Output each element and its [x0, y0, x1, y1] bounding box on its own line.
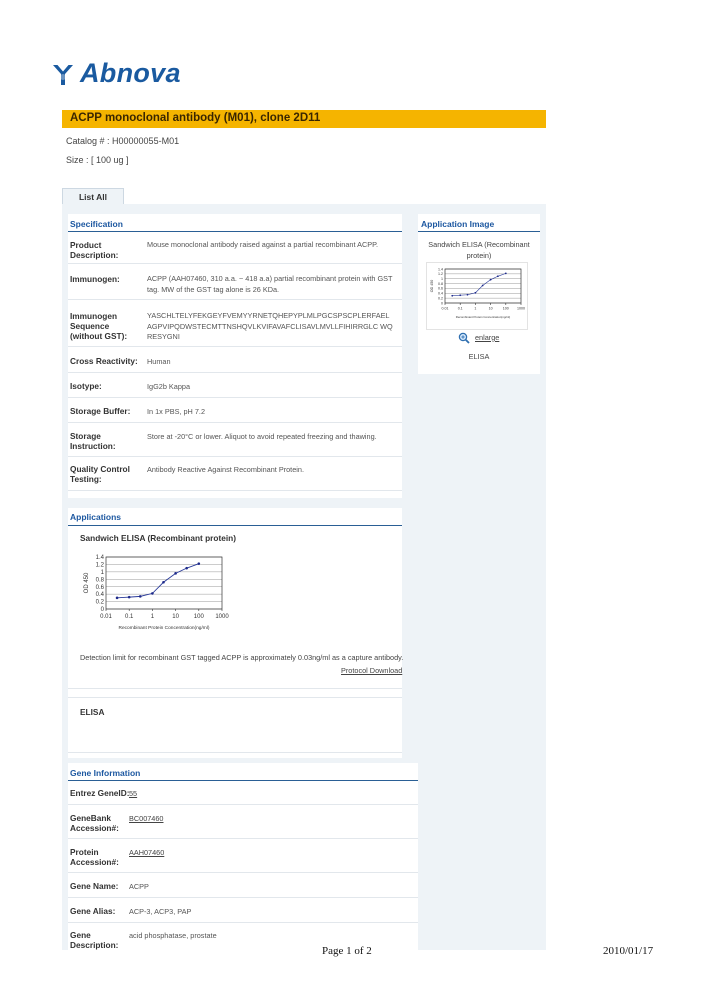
detection-limit-text: Detection limit for recombinant GST tagged ACPP is approximately 0.03ng/ml as a capture antibody.: [80, 653, 404, 662]
data-point: [459, 294, 461, 296]
x-axis-label: Recombinant Protein Concentration(ng/ml): [118, 626, 210, 631]
spec-value-storage-instruction: Store at -20°C or lower. Aliquot to avoid repeated freezing and thawing.: [147, 432, 377, 441]
row-divider: [68, 456, 402, 457]
y-tick-label: 0.4: [95, 592, 104, 599]
gene-label-gene-description: Gene Description:: [70, 930, 119, 950]
y-tick-label: 0.6: [95, 584, 104, 591]
row-divider: [68, 299, 402, 300]
gene-value-genebank-accession[interactable]: BC007460: [129, 814, 164, 823]
x-tick-label: 100: [502, 306, 509, 311]
elisa-heading: ELISA: [80, 707, 105, 717]
catalog-number: Catalog # : H00000055-M01: [66, 136, 180, 146]
abnova-logo: [50, 58, 181, 89]
row-divider: [68, 872, 418, 873]
data-point: [451, 295, 453, 297]
product-title-bar: [62, 110, 546, 128]
gene-value-entrez-geneid[interactable]: 55: [129, 789, 138, 798]
x-tick-label: 0.01: [100, 614, 112, 620]
y-tick-label: 1.4: [438, 267, 443, 272]
spec-value-immunogen: ACPP (AAH07460, 310 a.a. ~ 418 a.a) partial recombinant protein with GST tag. MW of the GST tag alone is 26 KDa.: [147, 274, 393, 294]
y-tick-label: 1: [100, 569, 104, 576]
elisa-thumbnail-chart: [427, 263, 527, 329]
product-size: Size : [ 100 ug ]: [66, 155, 129, 165]
data-point: [128, 596, 131, 599]
spec-value-cross-reactivity: Human: [147, 357, 171, 366]
gene-value-protein-accession[interactable]: AAH07460: [129, 848, 165, 857]
print-date: 2010/01/17: [603, 945, 654, 957]
data-point: [490, 279, 492, 281]
row-divider: [68, 804, 418, 805]
data-point: [162, 581, 165, 584]
data-point: [116, 597, 119, 600]
specification-divider: [68, 231, 402, 232]
data-point: [139, 595, 142, 598]
y-tick-label: 0: [100, 607, 104, 614]
spec-label-immunogen: Immunogen:: [70, 274, 120, 284]
application-image-label: ELISA: [468, 352, 490, 361]
row-divider: [68, 922, 418, 923]
row-divider: [68, 263, 402, 264]
enlarge-link-text[interactable]: enlarge: [475, 332, 500, 342]
gene-information-divider: [68, 780, 418, 781]
gene-label-entrez-geneid: Entrez GeneID:: [70, 788, 130, 798]
data-point: [151, 592, 154, 595]
x-tick-label: 0.1: [125, 614, 134, 620]
x-tick-label: 0.1: [457, 306, 463, 311]
elisa-chart: [80, 547, 230, 647]
gene-label-gene-name: Gene Name:: [70, 881, 119, 891]
page-number: Page 1 of 2: [322, 945, 372, 957]
spec-value-storage-buffer: In 1x PBS, pH 7.2: [147, 407, 206, 416]
data-point: [198, 562, 201, 565]
spec-value-isotype: IgG2b Kappa: [147, 382, 191, 391]
spec-label-isotype: Isotype:: [70, 381, 102, 391]
y-axis-label: OD 450: [430, 279, 434, 293]
y-tick-label: 0.2: [95, 599, 104, 606]
protocol-download-link[interactable]: Protocol Download: [341, 666, 403, 675]
gene-value-gene-description: acid phosphatase, prostate: [129, 931, 217, 940]
y-tick-label: 0: [441, 301, 443, 306]
data-point: [505, 272, 507, 274]
magnifier-icon: [458, 332, 470, 344]
y-tick-label: 0.8: [95, 577, 104, 584]
y-tick-label: 0.8: [438, 281, 443, 286]
data-point: [467, 294, 469, 296]
x-tick-label: 1000: [517, 306, 525, 311]
row-divider: [68, 372, 402, 373]
application-thumbnail[interactable]: [426, 262, 528, 330]
spec-value-immunogen-sequence: YASCHLTELYFEKGEYFVEMYYRNETQHEPYPLMLPGCSPSCPLERFAEL AGPVIPQDWSTECMTTNSHQVLKVIFAVAFCLISAVLMVLLFIHIRRGLC WQRESYGNI: [147, 311, 393, 341]
spec-value-quality-control: Antibody Reactive Against Recombinant Protein.: [147, 465, 304, 474]
row-divider: [68, 422, 402, 423]
data-point: [475, 292, 477, 294]
gene-label-protein-accession: Protein Accession#:: [70, 847, 119, 867]
y-tick-label: 1.4: [95, 555, 104, 562]
abnova-logo-icon: [50, 61, 76, 87]
x-tick-label: 1000: [215, 614, 229, 620]
row-divider: [68, 697, 402, 698]
row-divider: [68, 397, 402, 398]
applications-divider: [68, 525, 402, 526]
x-tick-label: 10: [488, 306, 493, 311]
y-axis-label: OD 450: [84, 572, 90, 594]
application-image-heading: Application Image: [421, 219, 495, 229]
spec-label-immunogen-sequence: Immunogen Sequence (without GST):: [70, 311, 128, 341]
row-divider: [68, 688, 402, 689]
y-tick-label: 1.2: [95, 562, 104, 569]
x-tick-label: 0.01: [441, 306, 449, 311]
row-divider: [68, 346, 402, 347]
y-tick-label: 0.4: [438, 291, 443, 296]
application-image-divider: [418, 231, 540, 232]
data-point: [482, 285, 484, 287]
gene-information-heading: Gene Information: [70, 768, 141, 778]
application-image-caption: Sandwich ELISA (Recombinant protein): [428, 240, 530, 260]
spec-label-quality-control: Quality Control Testing:: [70, 464, 130, 484]
data-point: [497, 275, 499, 277]
gene-label-gene-alias: Gene Alias:: [70, 906, 116, 916]
y-tick-label: 1.2: [438, 272, 443, 277]
gene-value-gene-alias: ACP-3, ACP3, PAP: [129, 907, 192, 916]
row-divider: [68, 752, 402, 753]
specification-heading: Specification: [70, 219, 123, 229]
spec-label-storage-buffer: Storage Buffer:: [70, 406, 131, 416]
tab-list-all[interactable]: List All: [62, 188, 124, 206]
enlarge-link[interactable]: [458, 332, 499, 344]
elisa-chart-svg: [80, 547, 230, 647]
data-point: [185, 567, 188, 570]
spec-value-product-description: Mouse monoclonal antibody raised against a partial recombinant ACPP.: [147, 240, 379, 249]
application-item-title: Sandwich ELISA (Recombinant protein): [80, 533, 236, 543]
spec-label-cross-reactivity: Cross Reactivity:: [70, 356, 138, 366]
y-tick-label: 0.6: [438, 286, 443, 291]
gene-value-gene-name: ACPP: [129, 882, 149, 891]
data-point: [174, 572, 177, 575]
spec-label-product-description: Product Description:: [70, 240, 119, 260]
row-divider: [68, 490, 402, 491]
row-divider: [68, 838, 418, 839]
gene-label-genebank-accession: GeneBank Accession#:: [70, 813, 119, 833]
x-tick-label: 1: [474, 306, 477, 311]
y-tick-label: 1: [441, 276, 443, 281]
brand-name: Abnova: [80, 58, 181, 88]
spec-label-storage-instruction: Storage Instruction:: [70, 431, 116, 451]
y-tick-label: 0.2: [438, 296, 443, 301]
product-title: ACPP monoclonal antibody (M01), clone 2D11: [70, 112, 321, 124]
x-tick-label: 100: [193, 614, 204, 620]
row-divider: [68, 897, 418, 898]
applications-heading: Applications: [70, 512, 122, 522]
x-tick-label: 1: [150, 614, 155, 620]
x-tick-label: 10: [172, 614, 179, 620]
x-axis-label: Recombinant Protein Concentration(ng/ml): [455, 315, 511, 320]
